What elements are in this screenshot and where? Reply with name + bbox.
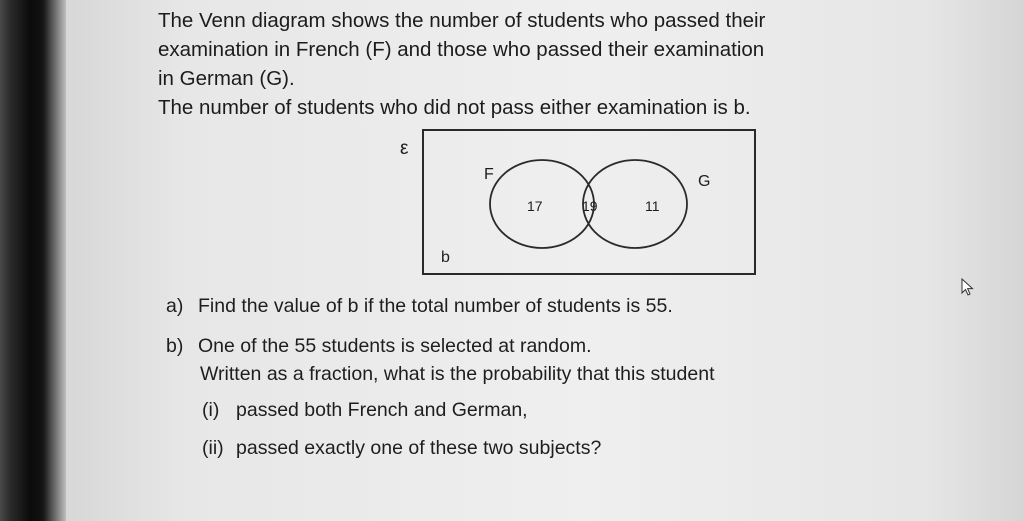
question-a-text: Find the value of b if the total number of students is 55. <box>198 295 673 317</box>
question-b-ii-text: passed exactly one of these two subjects? <box>236 437 602 459</box>
question-b-text: One of the 55 students is selected at random. <box>198 335 592 357</box>
intro-line-2: examination in French (F) and those who passed their examination <box>158 38 765 61</box>
question-a-marker: a) <box>166 295 184 317</box>
question-b-i <box>202 396 528 424</box>
question-b-ii-marker: (ii) <box>202 437 224 459</box>
intro-line-3: in German (G). <box>158 67 295 90</box>
question-b-i-text: passed both French and German, <box>236 399 528 421</box>
intersection-value: 19 <box>582 198 598 214</box>
intro-line-1: The Venn diagram shows the number of students who passed their <box>158 9 766 32</box>
question-b-continued: Written as a fraction, what is the probability that this student <box>200 363 715 385</box>
outside-value: b <box>441 249 450 266</box>
set-g-circle <box>583 160 687 248</box>
question-b-i-marker: (i) <box>202 399 220 421</box>
screen-bezel <box>0 0 40 521</box>
question-a <box>166 292 673 320</box>
only-g-value: 11 <box>645 198 660 214</box>
only-f-value: 17 <box>527 198 543 214</box>
question-b-ii <box>202 434 601 462</box>
venn-svg <box>424 131 758 277</box>
mouse-pointer-icon <box>960 278 976 298</box>
universal-set-symbol: ε <box>400 138 409 159</box>
intro-line-4: The number of students who did not pass either examination is b. <box>158 96 751 119</box>
problem-statement <box>158 6 958 122</box>
set-f-label: F <box>484 166 494 183</box>
question-b <box>166 332 592 360</box>
set-g-label: G <box>698 173 711 190</box>
question-b-marker: b) <box>166 335 184 357</box>
venn-diagram <box>422 129 756 275</box>
